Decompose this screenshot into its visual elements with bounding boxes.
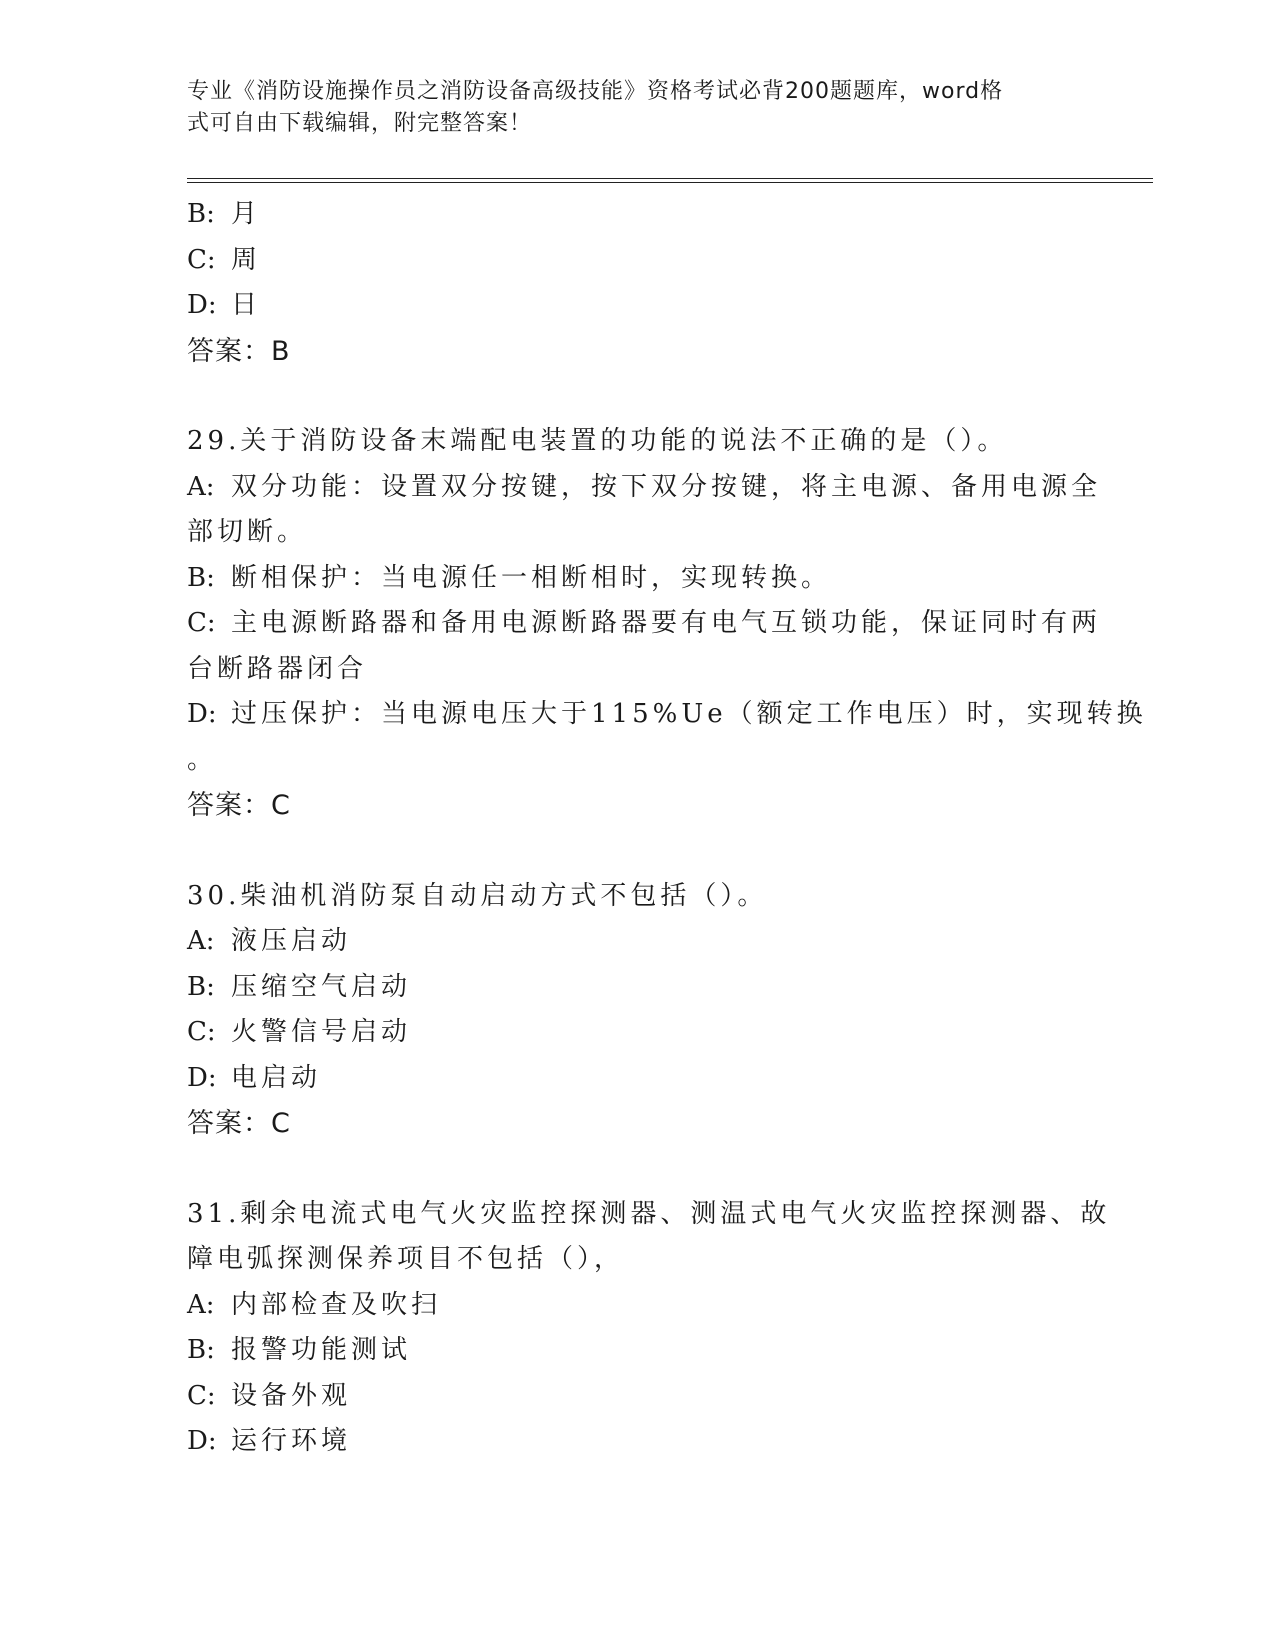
option-text: 设备外观 xyxy=(231,1380,352,1411)
spacer xyxy=(187,1147,1087,1192)
option-a xyxy=(187,1283,1087,1329)
option-c xyxy=(187,238,1087,284)
option-a-continued: 部切断。 xyxy=(187,517,308,547)
header-divider-bottom xyxy=(187,182,1153,183)
option-b xyxy=(187,192,1087,238)
option-b xyxy=(187,1328,1087,1374)
option-label: D: xyxy=(187,1062,217,1093)
option-label: C: xyxy=(187,1380,216,1411)
option-c-continued: 台断路器闭合 xyxy=(187,653,368,684)
option-text: 报警功能测试 xyxy=(231,1335,412,1365)
option-text: 周 xyxy=(231,244,262,275)
question-29 xyxy=(187,419,1147,829)
option-text: 压缩空气启动 xyxy=(231,971,412,1002)
option-label: D: xyxy=(187,699,217,729)
option-label: B: xyxy=(187,971,215,1002)
question-28 xyxy=(187,192,1087,374)
option-d-continued: 。 xyxy=(187,744,218,775)
question-30 xyxy=(187,874,1087,1147)
option-a xyxy=(187,919,1087,965)
option-text: 内部检查及吹扫 xyxy=(231,1289,442,1320)
option-label: C: xyxy=(187,608,216,638)
option-text: 过压保护：当电源电压大于115%Ue（额定工作电压）时，实现转换 xyxy=(231,699,1147,729)
option-d xyxy=(187,692,1147,738)
answer-line: 答案：C xyxy=(187,1108,291,1139)
answer-line: 答案：C xyxy=(187,790,291,821)
option-b xyxy=(187,965,1087,1011)
option-label: D: xyxy=(187,1426,217,1456)
option-text: 日 xyxy=(231,290,262,320)
option-text: 液压启动 xyxy=(231,926,352,956)
header-line-1: 专业《消防设施操作员之消防设备高级技能》资格考试必背200题题库，word格 xyxy=(187,79,1004,104)
option-c xyxy=(187,601,1102,647)
option-d xyxy=(187,1056,1087,1102)
question-stem-continued: 障电弧探测保养项目不包括（）， xyxy=(187,1244,625,1274)
option-d xyxy=(187,283,1087,329)
option-label: D: xyxy=(187,290,217,320)
option-label: B: xyxy=(187,562,215,593)
option-label: C: xyxy=(187,1017,216,1047)
option-b xyxy=(187,556,1087,602)
option-label: B: xyxy=(187,199,215,229)
header-divider-top xyxy=(187,178,1153,179)
question-stem: 31.剩余电流式电气火灾监控探测器、测温式电气火灾监控探测器、故 xyxy=(187,1198,1111,1229)
question-stem: 29.关于消防设备末端配电装置的功能的说法不正确的是（）。 xyxy=(187,426,1008,456)
option-label: A: xyxy=(187,471,215,502)
option-c xyxy=(187,1374,1087,1420)
answer-line: 答案：B xyxy=(187,335,291,367)
option-label: A: xyxy=(187,926,215,956)
question-stem: 30.柴油机消防泵自动启动方式不包括（）。 xyxy=(187,880,768,911)
option-label: B: xyxy=(187,1335,215,1365)
option-c xyxy=(187,1010,1087,1056)
question-31 xyxy=(187,1192,1111,1465)
spacer xyxy=(187,829,1087,874)
option-a xyxy=(187,465,1102,511)
option-label: A: xyxy=(187,1289,215,1320)
option-text: 断相保护：当电源任一相断相时，实现转换。 xyxy=(231,562,832,593)
option-text: 电启动 xyxy=(231,1062,322,1093)
option-text: 火警信号启动 xyxy=(231,1017,412,1047)
option-text: 月 xyxy=(231,199,262,229)
option-text: 运行环境 xyxy=(231,1426,352,1456)
spacer xyxy=(187,374,1087,419)
question-body xyxy=(187,192,1147,1465)
document-header xyxy=(187,76,1067,140)
option-label: C: xyxy=(187,244,216,275)
option-text: 主电源断路器和备用电源断路器要有电气互锁功能，保证同时有两 xyxy=(231,608,1102,638)
option-text: 双分功能：设置双分按键，按下双分按键，将主电源、备用电源全 xyxy=(231,471,1102,502)
header-line-2: 式可自由下载编辑，附完整答案！ xyxy=(187,111,533,136)
option-d xyxy=(187,1419,1087,1465)
